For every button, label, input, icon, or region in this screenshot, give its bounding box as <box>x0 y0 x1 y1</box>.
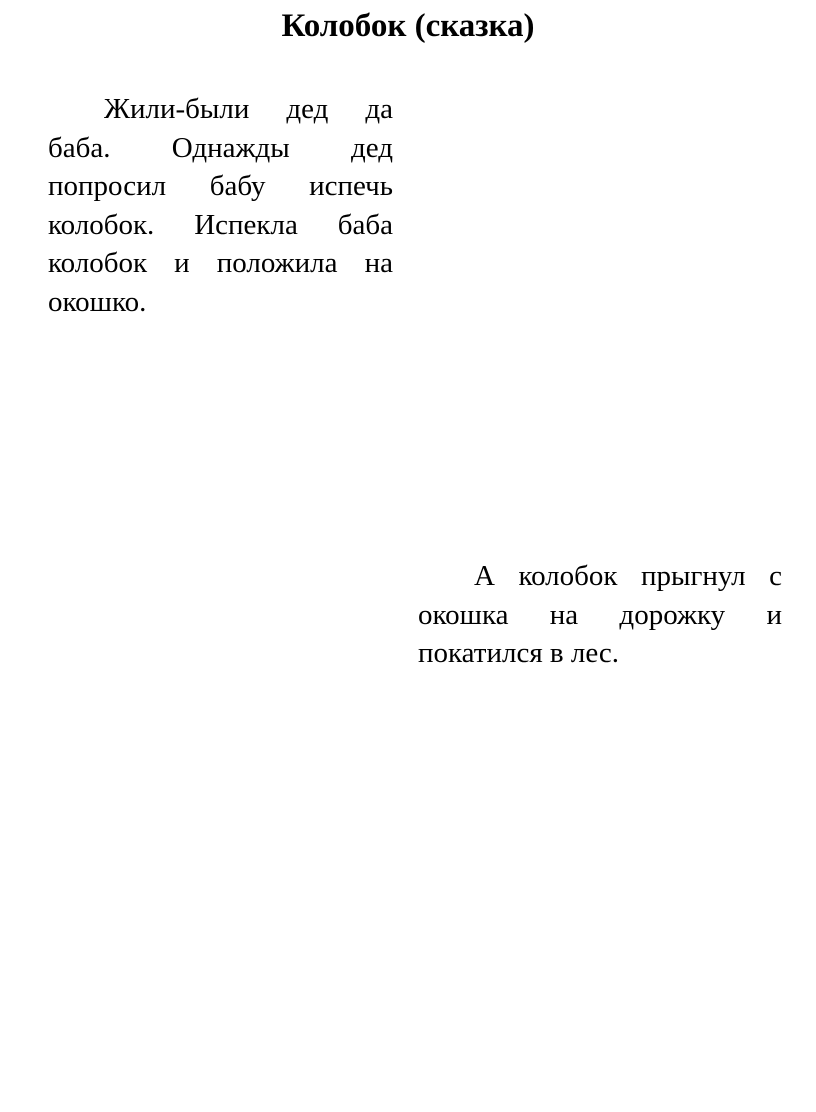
page-title: Колобок (сказка) <box>281 8 535 44</box>
story-paragraph-1: Жили-были дед да баба. Однажды дед попросил бабу испечь колобок. Испекла баба колобок и положила на окошко. <box>48 93 393 318</box>
story-paragraph-2: А колобок прыгнул с окошка на дорожку и покатился в лес. <box>418 560 782 669</box>
